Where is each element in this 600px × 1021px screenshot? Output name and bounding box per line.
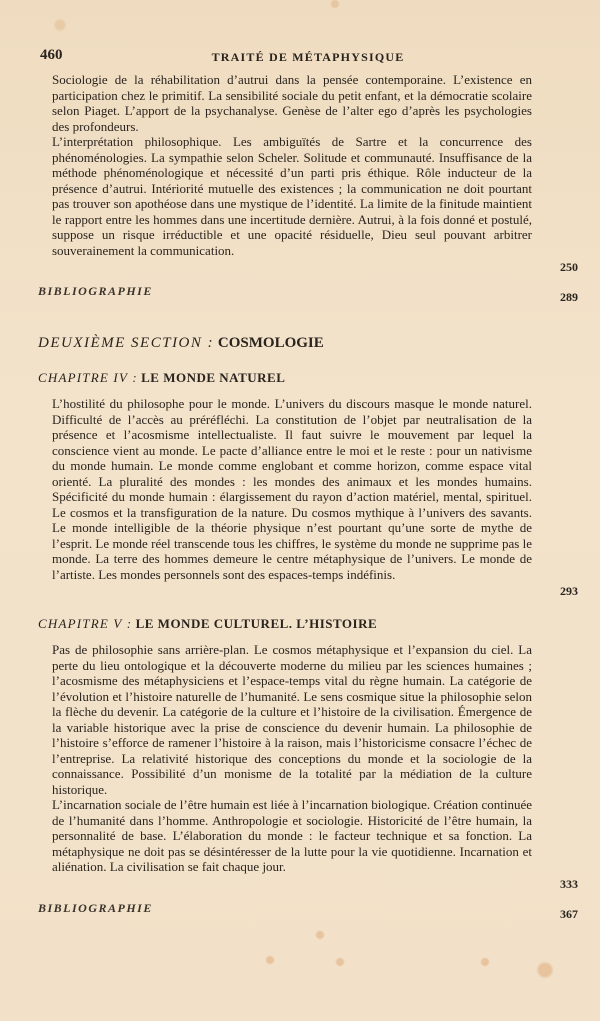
chapter-prefix: CHAPITRE V : [38,616,133,631]
chapter-title: LE MONDE CULTUREL. L’HISTOIRE [135,616,378,631]
toc-entry-text: L’incarnation sociale de l’être humain est liée à l’incarnation biologique. Création continuée de l’humanité dans l’homme. Anthropologie et sociologie. Historicité de l’être humain, la personnalité de base. L’élaboration du monde : le facteur technique et sa fonction. La métaphysique ne doit pas se désintéresser de la lutte pour la vie quotidienne. Incarnation et aliénation. La civilisation se fait chaque jour. [52,797,532,874]
section-title: COSMOLOGIE [217,335,324,351]
page-ref: 367 [560,906,578,921]
chapter-prefix: CHAPITRE IV : [38,370,138,385]
toc-entry-text: Sociologie de la réhabilitation d’autrui dans la pensée contemporaine. L’existence en participation chez le primitif. La sensibilité sociale du petit enfant, et la démocratie scolaire selon Piaget. L’apport de la psychanalyse. Genèse de l’alter ego d’après les psychologies des profondeurs. [52,72,532,134]
section-prefix: DEUXIÈME SECTION : [38,335,215,351]
chapter-heading [38,616,578,632]
bibliography-label: BIBLIOGRAPHIE [38,900,153,915]
bibliography-row [38,901,578,921]
toc-entry-text: Pas de philosophie sans arrière-plan. Le cosmos métaphysique et l’expansion du ciel. La perte du lieu ontologique et la découverte moderne du milieu par les sciences humaines ; l’acosmisme des métaphysiciens et l’espace-temps vital du règne humain. La catégorie de l’évolution et l’histoire naturelle de l’humanité. Le sens cosmique situe la philosophie selon la flèche du devenir. La catégorie de la culture et l’histoire de la civilisation. Émergence de la variable historique avec la prise de conscience du devenir humain. La philosophie de l’histoire s’efforce de ramener l’histoire à la raison, mais l’historicisme consacre l’échec de l’entreprise. La relativité historique des conceptions du monde et la sociologie de la connaissance. Possibilité d’un monisme de la totalité par la médiation de la culture historique. [52,642,532,797]
page-ref: 293 [560,584,578,598]
toc-entry-text: L’interprétation philosophique. Les ambiguïtés de Sartre et la concurrence des phénoménologies. La sympathie selon Scheler. Solitude et communauté. Insuffisance de la méthode phénoménologique et nécessité d’un parti pris éthique. Rôle inducteur de la présence d’autrui. Intériorité mutuelle des existences ; la communication ne doit pourtant pas trouver son apothéose dans une mystique de l’identité. La limite de la finitude maintient le rapport entre les hommes dans une incertitude dernière. Autrui, à la fois donné et postulé, suppose un risque irréductible et une opacité résiduelle, Dieu seul pouvant arbitrer souverainement la communication. [52,134,532,258]
page-header [38,46,578,68]
chapter-title: LE MONDE NATUREL [141,370,286,385]
chapter-heading [38,370,578,386]
toc-entry-text: L’hostilité du philosophe pour le monde. L’univers du discours masque le monde naturel. Difficulté de l’accès au préréfléchi. La constitution de l’objet par neutralisation de la présence et l’acosmisme intellectualiste. Il faut suivre le mouvement par lequel la conscience vient au monde. Le pacte d’alliance entre le moi et le reste : pour un nativisme du monde humain. Le monde comme englobant et comme horizon, comme espace vital orienté. La pluralité des mondes : les mondes des animaux et les mondes humains. Spécificité du monde humain : élargissement du rayon d’action matériel, mental, spirituel. Le cosmos et la transfiguration de la nature. Du cosmos mythique à l’univers des savants. Le monde intelligible de la théorie physique n’est pourtant qu’une sorte de mythe de l’esprit. Le monde réel transcende tous les chiffres, le système du monde ne supprime pas le monde. La terre des hommes demeure le centre métaphysique de l’univers. Le monde de l’artiste. Les mondes personnels sont des espaces-temps indéfinis. [52,396,532,582]
running-title: TRAITÉ DE MÉTAPHYSIQUE [211,50,405,64]
page-number: 460 [40,47,63,63]
bibliography-label: BIBLIOGRAPHIE [38,284,153,298]
section-heading [38,334,578,352]
page-ref: 333 [560,876,578,891]
page-ref: 289 [560,290,578,304]
bibliography-row [38,284,578,304]
page-ref: 250 [560,260,578,274]
